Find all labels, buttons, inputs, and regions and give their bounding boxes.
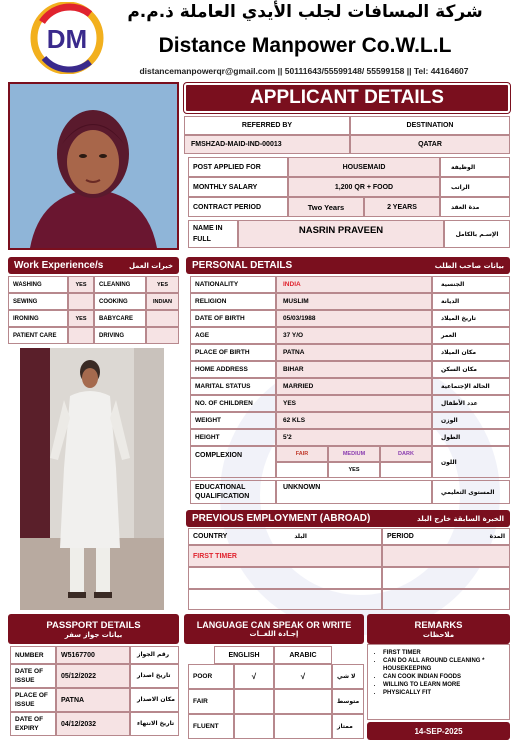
destination-label: DESTINATION [350, 116, 510, 135]
personal-field-label: DATE OF BIRTH [190, 310, 276, 327]
remarks-list [374, 649, 505, 697]
work-skill-label: COOKING [94, 293, 146, 310]
applicant-full-photo [20, 348, 164, 610]
personal-field-value: BIHAR [276, 361, 432, 378]
personal-field-label: NO. OF CHILDREN [190, 395, 276, 412]
contract-label-ar: مدة العقد [440, 197, 510, 217]
period-entry-2 [382, 567, 510, 589]
language-level-label: FAIR [188, 689, 234, 714]
remarks-box [367, 644, 510, 720]
personal-field-label: RELIGION [190, 293, 276, 310]
language-arabic-header: ARABIC [274, 646, 332, 664]
period-header [382, 528, 510, 545]
post-label-ar: الوظيفة [440, 157, 510, 177]
work-skill-value: YES [146, 276, 179, 293]
personal-field-label-ar: العمر [432, 327, 510, 344]
referred-by-label: REFERRED BY [184, 116, 350, 135]
language-english-mark: √ [234, 664, 274, 689]
passport-field-label-ar: تاريخ الانتهاء [130, 712, 179, 736]
work-skill-value: INDIAN [146, 293, 179, 310]
salary-value: 1,200 QR + FOOD [288, 177, 440, 197]
work-skill-label: DRIVING [94, 327, 146, 344]
remarks-title: REMARKS [414, 619, 463, 631]
complexion-label-ar: اللون [432, 446, 510, 478]
passport-title: PASSPORT DETAILS [46, 619, 141, 631]
previous-employment-title-ar: الخبرة السابقة خارج البلد [417, 514, 504, 523]
language-arabic-mark [274, 689, 332, 714]
complexion-fair-mark [276, 462, 328, 478]
complexion-label: COMPLEXION [190, 446, 276, 478]
personal-field-value: 37 Y/O [276, 327, 432, 344]
passport-title-ar: بيانات جواز سفر [64, 630, 123, 639]
language-english-header: ENGLISH [214, 646, 274, 664]
remarks-header [367, 614, 510, 644]
logo-text: DM [46, 24, 88, 54]
passport-field-value: PATNA [56, 688, 130, 712]
company-logo [30, 2, 104, 74]
work-skill-value [146, 310, 179, 327]
name-value: NASRIN PRAVEEN [238, 220, 444, 248]
passport-field-value: 04/12/2032 [56, 712, 130, 736]
country-header [188, 528, 382, 545]
personal-field-label: MARITAL STATUS [190, 378, 276, 395]
personal-field-value: 62 KLS [276, 412, 432, 429]
language-title-ar: إجـادة اللغــات [249, 630, 299, 638]
personal-field-value: YES [276, 395, 432, 412]
passport-field-label: DATE OF EXPIRY [10, 712, 56, 736]
personal-field-label: NATIONALITY [190, 276, 276, 293]
country-label: COUNTRY [193, 533, 228, 540]
personal-field-label: HEIGHT [190, 429, 276, 446]
language-level-label: FLUENT [188, 714, 234, 739]
applicant-photo [8, 82, 179, 250]
work-skill-value: YES [68, 276, 94, 293]
name-label: NAME IN FULL [188, 220, 238, 248]
personal-field-label: HOME ADDRESS [190, 361, 276, 378]
document-date: 14-SEP-2025 [367, 722, 510, 740]
remark-item: • FIRST TIMER [383, 649, 505, 657]
passport-field-value: W5167700 [56, 646, 130, 664]
language-title: LANGUAGE CAN SPEAK OR WRITE [196, 620, 352, 630]
language-english-mark [234, 689, 274, 714]
complexion-medium-mark: YES [328, 462, 380, 478]
education-label: EDUCATIONAL QUALIFICATION [190, 480, 276, 504]
company-contact: distancemanpowerqr@gmail.com || 50111643/55599148/ 55599158 || Tel: 44164607 [139, 66, 469, 76]
work-skill-label: WASHING [8, 276, 68, 293]
personal-field-label-ar: الطول [432, 429, 510, 446]
personal-field-label-ar: الحالة الإجتماعية [432, 378, 510, 395]
passport-field-value: 05/12/2022 [56, 664, 130, 688]
passport-header [8, 614, 179, 644]
work-skill-value: YES [68, 310, 94, 327]
salary-label: MONTHLY SALARY [188, 177, 288, 197]
personal-field-value: MUSLIM [276, 293, 432, 310]
work-experience-title-ar: خبرات العمل [128, 261, 173, 270]
personal-field-label-ar: الوزن [432, 412, 510, 429]
personal-field-label: WEIGHT [190, 412, 276, 429]
work-skill-label: SEWING [8, 293, 68, 310]
period-entry-3 [382, 589, 510, 610]
work-skill-value [146, 327, 179, 344]
language-level-label-ar: ممتاز [332, 714, 364, 739]
work-skill-value [68, 293, 94, 310]
passport-field-label-ar: رقم الجواز [130, 646, 179, 664]
salary-label-ar: الراتب [440, 177, 510, 197]
personal-details-header [186, 257, 510, 274]
contract-value-number: 2 YEARS [364, 197, 440, 217]
post-value: HOUSEMAID [288, 157, 440, 177]
complexion-fair: FAIR [276, 446, 328, 462]
passport-field-label: PLACE OF ISSUE [10, 688, 56, 712]
remark-item: • WILLING TO LEARN MORE [383, 681, 505, 689]
personal-field-label: AGE [190, 327, 276, 344]
post-label: POST APPLIED FOR [188, 157, 288, 177]
personal-field-value: MARRIED [276, 378, 432, 395]
remark-item: • PHYSICALLY FIT [383, 689, 505, 697]
language-level-label: POOR [188, 664, 234, 689]
personal-details-title: PERSONAL DETAILS [192, 260, 293, 271]
name-label-ar: الإسـم بالكامل [444, 220, 510, 248]
period-entry-1 [382, 545, 510, 567]
personal-field-label-ar: مكان السكن [432, 361, 510, 378]
language-arabic-mark [274, 714, 332, 739]
passport-field-label-ar: تاريخ اصدار [130, 664, 179, 688]
company-arabic-name: شركة المسافات لجلب الأيدي العاملة ذ.م.م [127, 2, 483, 22]
work-experience-header [8, 257, 179, 274]
period-label-ar: المدة [489, 533, 505, 540]
reference-code: FMSHZAD-MAID-IND-00013 [184, 135, 350, 154]
personal-details-title-ar: بيانات صاحب الطلب [434, 261, 504, 270]
passport-field-label: NUMBER [10, 646, 56, 664]
personal-field-label-ar: الديانة [432, 293, 510, 310]
language-header [184, 614, 364, 644]
personal-field-value: 5'2 [276, 429, 432, 446]
passport-field-label: DATE OF ISSUE [10, 664, 56, 688]
personal-field-value: 05/03/1988 [276, 310, 432, 327]
country-label-ar: البلد [294, 533, 307, 540]
page-title: APPLICANT DETAILS [184, 83, 510, 113]
language-arabic-mark: √ [274, 664, 332, 689]
personal-field-label: PLACE OF BIRTH [190, 344, 276, 361]
work-skill-label: PATIENT CARE [8, 327, 68, 344]
contract-value-words: Two Years [288, 197, 364, 217]
personal-field-label-ar: مكان الميلاد [432, 344, 510, 361]
work-skill-value [68, 327, 94, 344]
language-level-label-ar: متوسط [332, 689, 364, 714]
complexion-dark-mark [380, 462, 432, 478]
previous-employment-header [186, 510, 510, 527]
destination-value: QATAR [350, 135, 510, 154]
personal-field-label-ar: عدد الأطفال [432, 395, 510, 412]
passport-field-label-ar: مكان الاصدار [130, 688, 179, 712]
company-english-name: Distance Manpower Co.W.L.L [158, 34, 452, 57]
language-english-mark [234, 714, 274, 739]
language-level-label-ar: لا شي [332, 664, 364, 689]
education-value: UNKNOWN [276, 480, 432, 504]
work-experience-title: Work Experience/s [14, 260, 104, 271]
complexion-dark: DARK [380, 446, 432, 462]
personal-field-value: INDIA [276, 276, 432, 293]
remark-item: • CAN COOK INDIAN FOODS [383, 673, 505, 681]
contract-label: CONTRACT PERIOD [188, 197, 288, 217]
work-skill-label: BABYCARE [94, 310, 146, 327]
complexion-medium: MEDIUM [328, 446, 380, 462]
period-label: PERIOD [387, 533, 414, 540]
personal-field-value: PATNA [276, 344, 432, 361]
first-timer-entry: FIRST TIMER [188, 545, 382, 567]
work-skill-label: CLEANING [94, 276, 146, 293]
personal-field-label-ar: الجنسية [432, 276, 510, 293]
employment-row-3 [188, 589, 382, 610]
previous-employment-title: PREVIOUS EMPLOYMENT (ABROAD) [192, 513, 371, 524]
personal-field-label-ar: تاريخ الميلاد [432, 310, 510, 327]
education-label-ar: المستوى التعليمي [432, 480, 510, 504]
work-skill-label: IRONING [8, 310, 68, 327]
remarks-title-ar: ملاحظات [422, 630, 455, 639]
remark-item: • CAN DO ALL AROUND CLEANING * HOUSEKEEPING [383, 657, 505, 673]
employment-row-2 [188, 567, 382, 589]
